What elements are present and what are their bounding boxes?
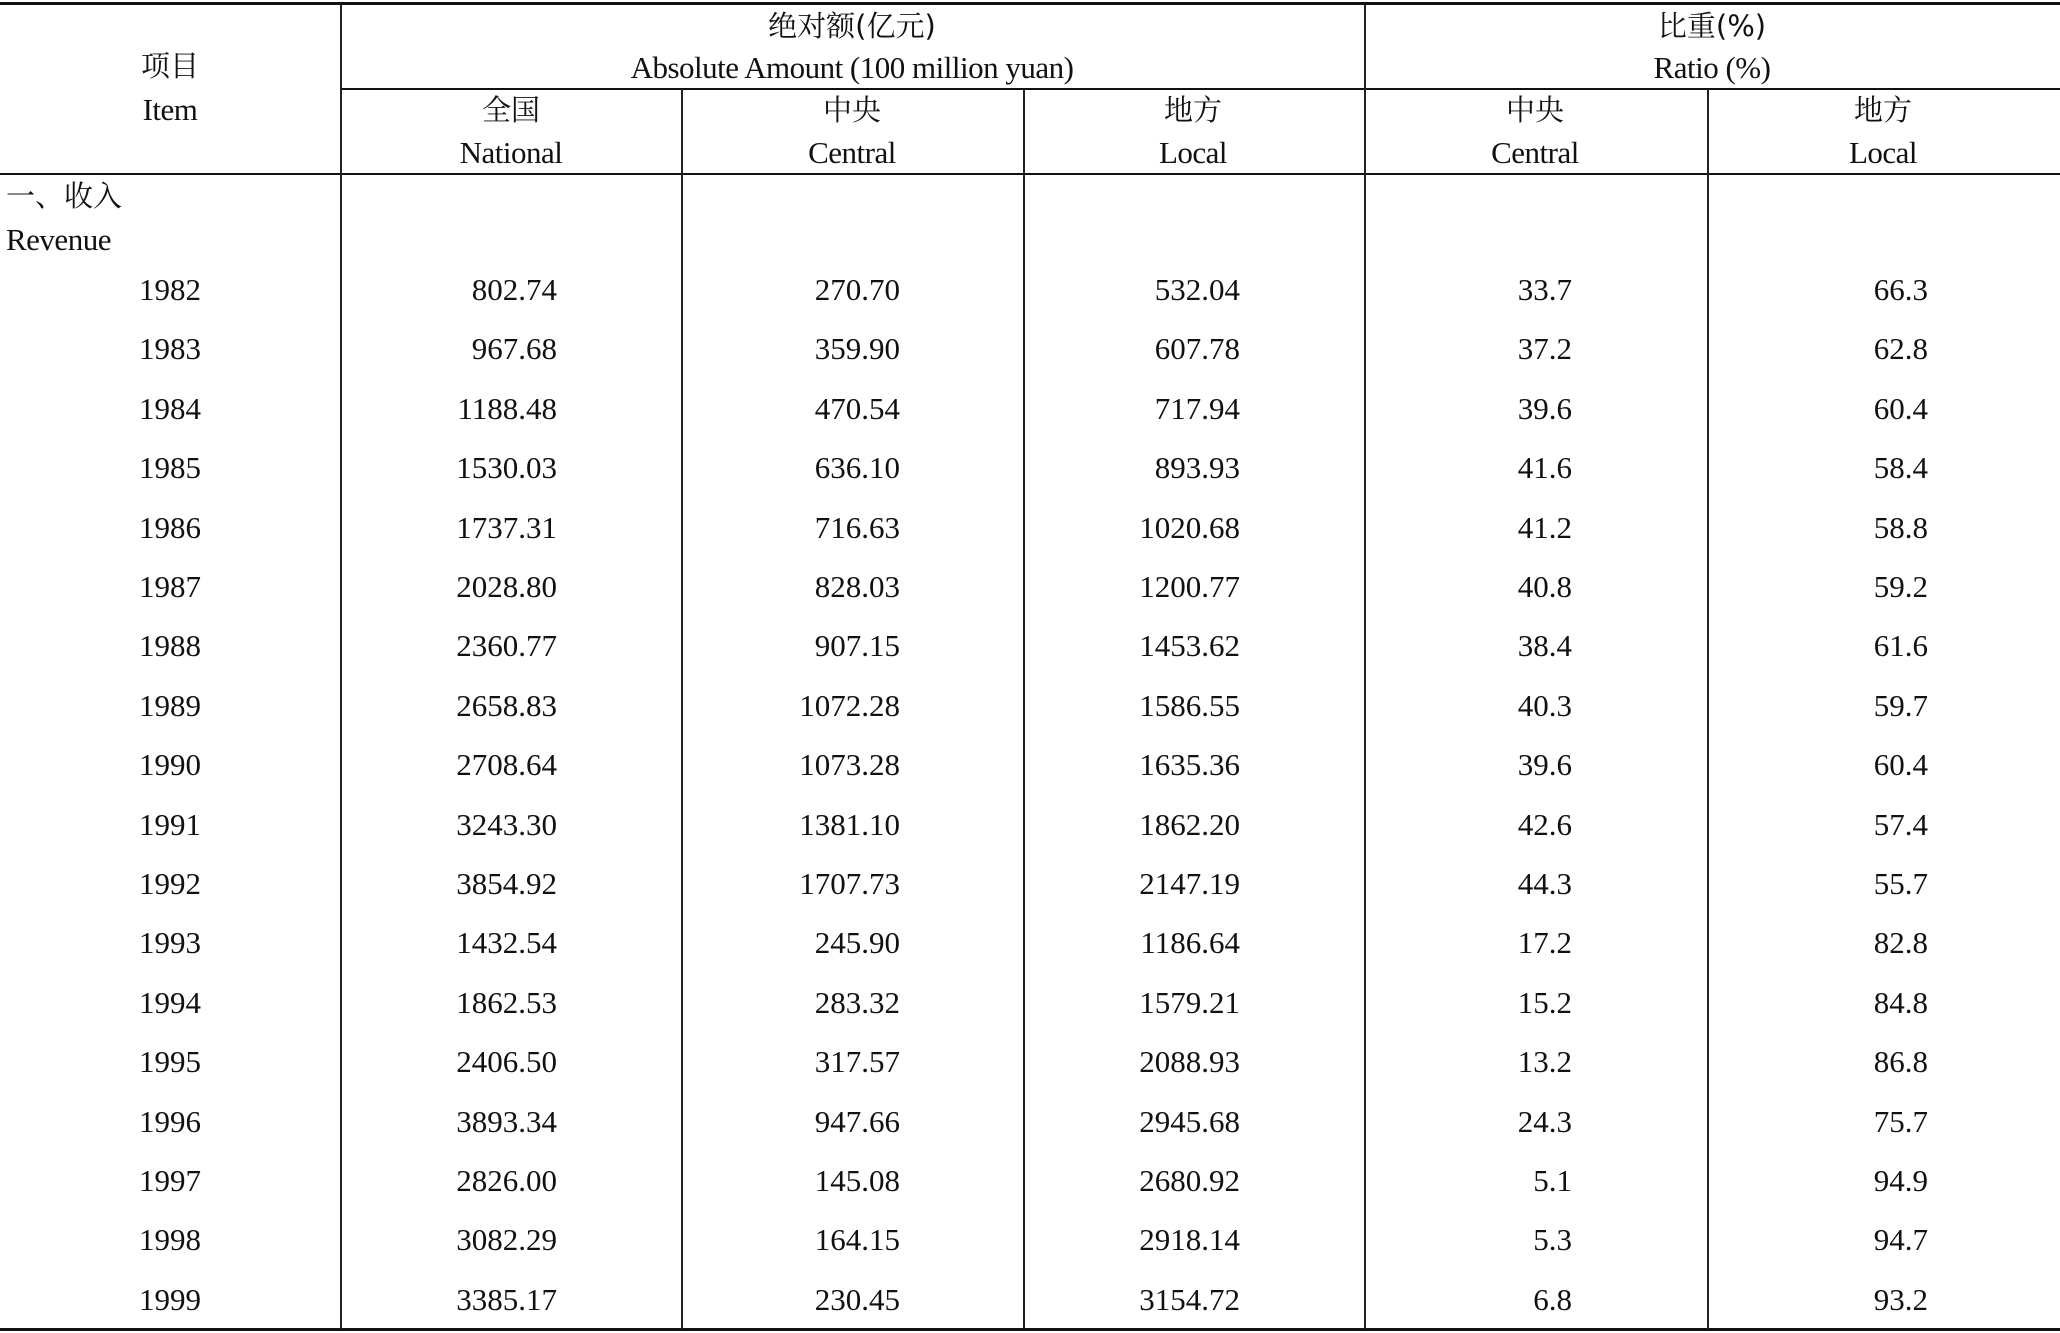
cell-ratio-central: 6.8 bbox=[1533, 1282, 1572, 1317]
cell-central: 947.66 bbox=[814, 1104, 900, 1139]
section-label-cn: 一、收入 bbox=[6, 179, 123, 213]
cell-national: 2028.80 bbox=[456, 569, 557, 604]
cell-local: 893.93 bbox=[1154, 450, 1240, 485]
cell-ratio-central: 39.6 bbox=[1517, 747, 1572, 782]
cell-ratio-central: 41.6 bbox=[1517, 450, 1572, 485]
cell-year: 1986 bbox=[139, 510, 201, 545]
cell-ratio-local: 58.8 bbox=[1873, 510, 1928, 545]
col-divider-item bbox=[340, 4, 342, 1329]
cell-local: 1635.36 bbox=[1139, 747, 1240, 782]
cell-ratio-central: 42.6 bbox=[1517, 807, 1572, 842]
cell-local: 1200.77 bbox=[1139, 569, 1240, 604]
cell-year: 1995 bbox=[139, 1044, 201, 1079]
cell-year: 1984 bbox=[139, 391, 201, 426]
cell-central: 359.90 bbox=[814, 331, 900, 366]
header-ratio-local-cn: 地方 bbox=[1853, 93, 1913, 127]
cell-ratio-central: 5.1 bbox=[1533, 1163, 1572, 1198]
cell-national: 1862.53 bbox=[456, 985, 557, 1020]
cell-ratio-central: 33.7 bbox=[1517, 272, 1572, 307]
cell-ratio-local: 59.7 bbox=[1873, 688, 1928, 723]
cell-ratio-local: 75.7 bbox=[1873, 1104, 1928, 1139]
header-ratio-central-cn: 中央 bbox=[1505, 93, 1565, 127]
cell-ratio-central: 37.2 bbox=[1517, 331, 1572, 366]
cell-local: 1579.21 bbox=[1139, 985, 1240, 1020]
cell-central: 317.57 bbox=[814, 1044, 900, 1079]
cell-national: 2360.77 bbox=[456, 628, 557, 663]
header-item-cn: 项目 bbox=[140, 49, 200, 83]
header-bottom-rule bbox=[0, 173, 2060, 175]
cell-local: 2680.92 bbox=[1139, 1163, 1240, 1198]
cell-ratio-local: 84.8 bbox=[1873, 985, 1928, 1020]
cell-ratio-central: 24.3 bbox=[1517, 1104, 1572, 1139]
cell-ratio-central: 41.2 bbox=[1517, 510, 1572, 545]
section-label-en: Revenue bbox=[6, 222, 111, 257]
cell-central: 230.45 bbox=[814, 1282, 900, 1317]
cell-ratio-local: 93.2 bbox=[1873, 1282, 1928, 1317]
cell-local: 2088.93 bbox=[1139, 1044, 1240, 1079]
cell-local: 1020.68 bbox=[1139, 510, 1240, 545]
cell-local: 2945.68 bbox=[1139, 1104, 1240, 1139]
cell-local: 1586.55 bbox=[1139, 688, 1240, 723]
bottom-rule bbox=[0, 1328, 2060, 1331]
cell-national: 1432.54 bbox=[456, 925, 557, 960]
cell-year: 1982 bbox=[139, 272, 201, 307]
cell-ratio-central: 39.6 bbox=[1517, 391, 1572, 426]
cell-central: 1073.28 bbox=[799, 747, 900, 782]
cell-central: 145.08 bbox=[814, 1163, 900, 1198]
cell-local: 717.94 bbox=[1154, 391, 1240, 426]
header-local-cn: 地方 bbox=[1163, 93, 1223, 127]
cell-year: 1983 bbox=[139, 331, 201, 366]
cell-ratio-local: 58.4 bbox=[1873, 450, 1928, 485]
header-ratio-cn: 比重(%) bbox=[1657, 9, 1767, 43]
cell-national: 1188.48 bbox=[457, 391, 557, 426]
header-central-cn: 中央 bbox=[822, 93, 882, 127]
cell-central: 828.03 bbox=[814, 569, 900, 604]
cell-central: 716.63 bbox=[814, 510, 900, 545]
cell-ratio-central: 13.2 bbox=[1517, 1044, 1572, 1079]
cell-ratio-central: 44.3 bbox=[1517, 866, 1572, 901]
cell-ratio-local: 66.3 bbox=[1873, 272, 1928, 307]
cell-central: 1072.28 bbox=[799, 688, 900, 723]
cell-national: 2826.00 bbox=[456, 1163, 557, 1198]
cell-local: 1453.62 bbox=[1139, 628, 1240, 663]
header-item-en: Item bbox=[142, 92, 198, 127]
col-divider-ratio bbox=[1707, 89, 1709, 1329]
cell-central: 1381.10 bbox=[799, 807, 900, 842]
cell-ratio-local: 82.8 bbox=[1873, 925, 1928, 960]
cell-ratio-central: 40.8 bbox=[1517, 569, 1572, 604]
cell-year: 1987 bbox=[139, 569, 201, 604]
cell-ratio-central: 40.3 bbox=[1517, 688, 1572, 723]
cell-ratio-local: 60.4 bbox=[1873, 747, 1928, 782]
cell-year: 1992 bbox=[139, 866, 201, 901]
cell-ratio-central: 17.2 bbox=[1517, 925, 1572, 960]
col-divider-central bbox=[1023, 89, 1025, 1329]
header-ratio-central-en: Central bbox=[1491, 135, 1579, 170]
cell-year: 1997 bbox=[139, 1163, 201, 1198]
col-divider-national bbox=[681, 89, 683, 1329]
cell-ratio-central: 38.4 bbox=[1517, 628, 1572, 663]
header-national-en: National bbox=[459, 135, 563, 170]
cell-central: 283.32 bbox=[814, 985, 900, 1020]
cell-local: 1862.20 bbox=[1139, 807, 1240, 842]
cell-year: 1991 bbox=[139, 807, 201, 842]
cell-ratio-local: 86.8 bbox=[1873, 1044, 1928, 1079]
top-rule bbox=[0, 2, 2060, 5]
cell-central: 907.15 bbox=[814, 628, 900, 663]
cell-year: 1988 bbox=[139, 628, 201, 663]
cell-ratio-local: 94.7 bbox=[1873, 1222, 1928, 1257]
cell-year: 1993 bbox=[139, 925, 201, 960]
cell-national: 3893.34 bbox=[456, 1104, 557, 1139]
cell-ratio-local: 55.7 bbox=[1873, 866, 1928, 901]
header-absolute-en: Absolute Amount (100 million yuan) bbox=[630, 50, 1074, 85]
cell-ratio-local: 62.8 bbox=[1873, 331, 1928, 366]
cell-national: 2708.64 bbox=[456, 747, 557, 782]
cell-year: 1985 bbox=[139, 450, 201, 485]
cell-ratio-central: 15.2 bbox=[1517, 985, 1572, 1020]
cell-central: 164.15 bbox=[814, 1222, 900, 1257]
cell-national: 967.68 bbox=[471, 331, 557, 366]
cell-year: 1996 bbox=[139, 1104, 201, 1139]
header-central-en: Central bbox=[808, 135, 896, 170]
header-ratio-en: Ratio (%) bbox=[1653, 50, 1771, 85]
cell-year: 1999 bbox=[139, 1282, 201, 1317]
header-local-en: Local bbox=[1158, 135, 1228, 170]
cell-national: 3243.30 bbox=[456, 807, 557, 842]
cell-local: 2147.19 bbox=[1139, 866, 1240, 901]
cell-local: 607.78 bbox=[1154, 331, 1240, 366]
cell-ratio-central: 5.3 bbox=[1533, 1222, 1572, 1257]
header-mid-rule bbox=[341, 88, 2060, 90]
cell-local: 532.04 bbox=[1154, 272, 1240, 307]
cell-national: 3385.17 bbox=[456, 1282, 557, 1317]
cell-ratio-local: 94.9 bbox=[1873, 1163, 1928, 1198]
cell-ratio-local: 57.4 bbox=[1873, 807, 1928, 842]
cell-central: 1707.73 bbox=[799, 866, 900, 901]
col-divider-group bbox=[1364, 4, 1366, 1329]
cell-year: 1990 bbox=[139, 747, 201, 782]
cell-local: 3154.72 bbox=[1139, 1282, 1240, 1317]
cell-national: 1737.31 bbox=[456, 510, 557, 545]
cell-national: 3854.92 bbox=[456, 866, 557, 901]
header-absolute-cn: 绝对额(亿元) bbox=[768, 9, 936, 43]
cell-year: 1994 bbox=[139, 985, 201, 1020]
cell-national: 3082.29 bbox=[456, 1222, 557, 1257]
cell-local: 2918.14 bbox=[1139, 1222, 1240, 1257]
cell-national: 1530.03 bbox=[456, 450, 557, 485]
cell-ratio-local: 61.6 bbox=[1873, 628, 1928, 663]
cell-central: 270.70 bbox=[814, 272, 900, 307]
cell-local: 1186.64 bbox=[1140, 925, 1240, 960]
header-ratio-local-en: Local bbox=[1848, 135, 1918, 170]
cell-central: 245.90 bbox=[814, 925, 900, 960]
cell-central: 470.54 bbox=[814, 391, 900, 426]
cell-national: 2406.50 bbox=[456, 1044, 557, 1079]
cell-national: 802.74 bbox=[471, 272, 557, 307]
cell-ratio-local: 60.4 bbox=[1873, 391, 1928, 426]
cell-central: 636.10 bbox=[814, 450, 900, 485]
header-national-cn: 全国 bbox=[481, 93, 541, 127]
cell-ratio-local: 59.2 bbox=[1873, 569, 1928, 604]
cell-year: 1989 bbox=[139, 688, 201, 723]
cell-national: 2658.83 bbox=[456, 688, 557, 723]
cell-year: 1998 bbox=[139, 1222, 201, 1257]
